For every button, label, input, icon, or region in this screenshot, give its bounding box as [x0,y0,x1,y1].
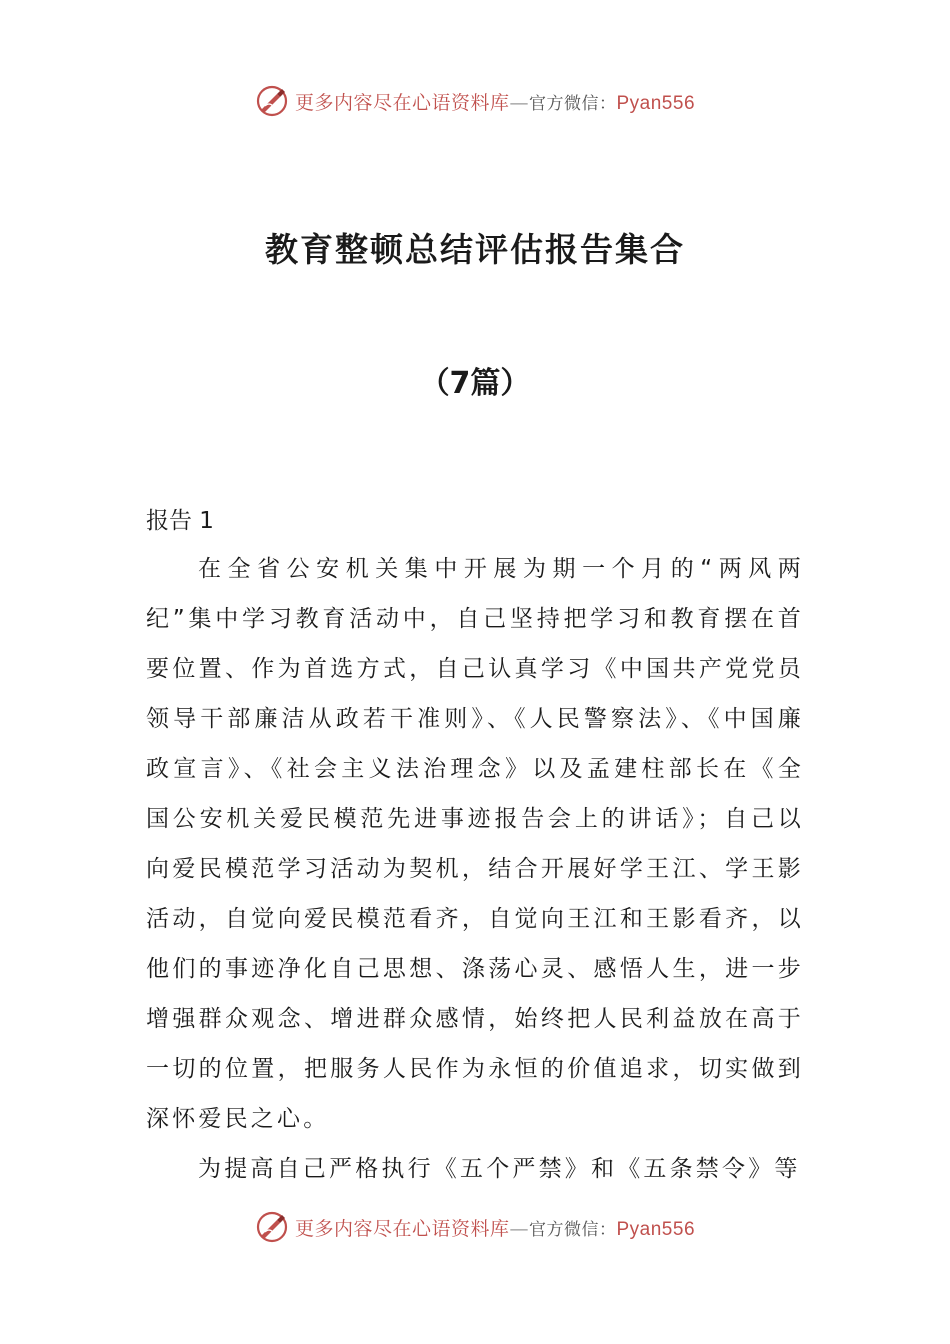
header-banner [0,84,950,118]
document-title: 教育整顿总结评估报告集合 [265,230,685,269]
document-body [146,544,804,1194]
pen-logo-icon [255,1210,289,1244]
banner-wechat-id: Pyan556 [616,92,696,114]
banner-dash: — [509,1217,529,1240]
header-banner-text [295,88,695,115]
banner-main-text: 更多内容尽在心语资料库 [294,1217,510,1240]
banner-dash: — [509,91,529,114]
banner-wechat-id: Pyan556 [616,1218,696,1240]
footer-banner-text [295,1214,695,1241]
footer-banner [0,1210,950,1244]
document-subtitle: （7篇） [419,366,531,401]
banner-main-text: 更多内容尽在心语资料库 [294,91,510,114]
banner-wechat-label: 官方微信： [529,1219,617,1240]
body-paragraph: 在全省公安机关集中开展为期一个月的“两风两纪”集中学习教育活动中，自己坚持把学习和教育摆在首要位置、作为首选方式，自己认真学习《中国共产党党员领导干部廉洁从政若干准则》、《人民警察法》、《中国廉政宣言》、《社会主义法治理念》以及孟建柱部长在《全国公安机关爱民模范先进事迹报告会上的讲话》；自己以向爱民模范学习活动为契机，结合开展好学王江、学王影活动，自觉向爱民模范看齐，自觉向王江和王影看齐，以他们的事迹净化自己思想、涤荡心灵、感悟人生，进一步增强群众观念、增进群众感情，始终把人民利益放在高于一切的位置，把服务人民作为永恒的价值追求，切实做到深怀爱民之心。 [146,556,804,1132]
banner-wechat-label: 官方微信： [529,93,617,114]
pen-logo-icon [255,84,289,118]
section-label: 报告 1 [146,508,214,534]
body-paragraph: 为提高自己严格执行《五个严禁》和《五条禁令》等 [198,1156,801,1182]
